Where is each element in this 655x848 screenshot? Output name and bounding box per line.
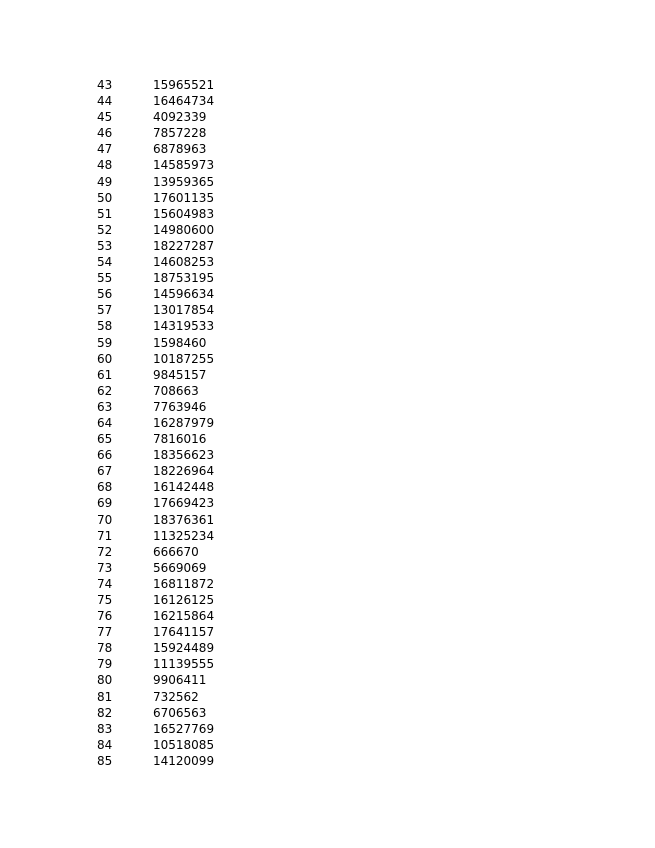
row-index-cell: 61 xyxy=(97,367,113,382)
row-index-cell: 70 xyxy=(97,512,113,527)
table-row xyxy=(97,656,233,672)
row-value-cell: 5669069 xyxy=(153,560,207,575)
table-row xyxy=(97,351,233,367)
row-index-cell: 84 xyxy=(97,737,113,752)
table-row xyxy=(97,286,233,302)
row-value-cell: 6706563 xyxy=(153,705,207,720)
table-row xyxy=(97,479,233,495)
row-value-cell: 9845157 xyxy=(153,367,207,382)
row-value-cell: 16215864 xyxy=(153,609,215,624)
row-index-cell: 45 xyxy=(97,110,113,125)
row-index-cell: 75 xyxy=(97,593,113,607)
row-value-cell: 18226964 xyxy=(153,464,215,479)
row-index-cell: 85 xyxy=(97,753,113,768)
table-row xyxy=(97,109,233,125)
row-value-cell: 11325234 xyxy=(153,528,215,543)
row-index-cell: 79 xyxy=(97,657,113,672)
row-index-cell: 81 xyxy=(97,689,113,704)
row-value-cell: 14980600 xyxy=(153,222,215,237)
row-value-cell: 666670 xyxy=(153,544,199,559)
table-row xyxy=(97,367,233,383)
table-body xyxy=(97,77,233,769)
row-index-cell: 67 xyxy=(97,464,113,479)
table-row xyxy=(97,254,233,270)
row-index-cell: 64 xyxy=(97,415,113,430)
row-index-cell: 49 xyxy=(97,174,113,189)
row-index-cell: 60 xyxy=(97,351,113,366)
row-index-cell: 53 xyxy=(97,238,113,253)
row-value-cell: 17669423 xyxy=(153,496,215,511)
row-index-cell: 69 xyxy=(97,496,113,511)
row-index-cell: 62 xyxy=(97,383,113,398)
table-row xyxy=(97,431,233,447)
row-value-cell: 18376361 xyxy=(153,512,215,527)
row-index-cell: 63 xyxy=(97,399,113,414)
table-row xyxy=(97,206,233,222)
table-row xyxy=(97,592,233,608)
row-index-cell: 52 xyxy=(97,222,113,237)
row-value-cell: 7763946 xyxy=(153,399,207,414)
row-value-cell: 16464734 xyxy=(153,94,215,109)
row-index-cell: 56 xyxy=(97,287,113,302)
row-value-cell: 17601135 xyxy=(153,190,215,205)
table-row xyxy=(97,125,233,141)
row-index-cell: 57 xyxy=(97,303,113,318)
row-value-cell: 4092339 xyxy=(153,110,207,125)
table-row xyxy=(97,447,233,463)
row-index-cell: 83 xyxy=(97,721,113,736)
row-index-cell: 80 xyxy=(97,673,113,688)
table-row xyxy=(97,335,233,351)
table-row xyxy=(97,238,233,254)
table-row xyxy=(97,721,233,737)
table-row xyxy=(97,302,233,318)
table-row xyxy=(97,318,233,334)
row-index-cell: 48 xyxy=(97,158,113,173)
row-value-cell: 6878963 xyxy=(153,142,207,157)
row-index-cell: 76 xyxy=(97,609,113,624)
table-row xyxy=(97,672,233,688)
row-value-cell: 15604983 xyxy=(153,206,215,221)
row-value-cell: 16142448 xyxy=(153,480,215,495)
row-index-cell: 51 xyxy=(97,206,113,221)
row-value-cell: 13017854 xyxy=(153,303,215,318)
table-row xyxy=(97,608,233,624)
table-row xyxy=(97,544,233,560)
row-index-cell: 44 xyxy=(97,94,113,109)
table-row xyxy=(97,495,233,511)
row-index-cell: 66 xyxy=(97,448,113,463)
row-value-cell: 17641157 xyxy=(153,625,215,640)
row-value-cell: 13959365 xyxy=(153,174,215,189)
row-index-cell: 54 xyxy=(97,255,113,270)
table-row xyxy=(97,190,233,206)
row-value-cell: 16811872 xyxy=(153,576,215,591)
row-index-cell: 73 xyxy=(97,560,113,575)
data-table xyxy=(97,77,233,769)
row-index-cell: 82 xyxy=(97,705,113,720)
row-value-cell: 10518085 xyxy=(153,737,215,752)
row-value-cell: 14596634 xyxy=(153,287,215,302)
row-index-cell: 46 xyxy=(97,126,113,141)
row-index-cell: 77 xyxy=(97,625,113,640)
table-row xyxy=(97,415,233,431)
row-value-cell: 7857228 xyxy=(153,126,207,141)
table-row xyxy=(97,640,233,656)
row-index-cell: 47 xyxy=(97,142,113,157)
table-row xyxy=(97,141,233,157)
row-value-cell: 18356623 xyxy=(153,448,215,463)
table-row xyxy=(97,512,233,528)
row-value-cell: 16287979 xyxy=(153,415,215,430)
table-row xyxy=(97,705,233,721)
table-row xyxy=(97,463,233,479)
table-row xyxy=(97,157,233,173)
row-value-cell: 15965521 xyxy=(153,78,215,92)
row-index-cell: 65 xyxy=(97,432,113,447)
row-value-cell: 14608253 xyxy=(153,255,215,270)
row-value-cell: 732562 xyxy=(153,689,199,704)
table-row xyxy=(97,737,233,753)
table-row xyxy=(97,753,233,769)
table-row xyxy=(97,222,233,238)
table-row xyxy=(97,689,233,705)
row-index-cell: 59 xyxy=(97,335,113,350)
table-row xyxy=(97,560,233,576)
row-value-cell: 16527769 xyxy=(153,721,215,736)
row-value-cell: 11139555 xyxy=(153,657,215,672)
row-value-cell: 1598460 xyxy=(153,335,207,350)
table-row xyxy=(97,399,233,415)
row-index-cell: 78 xyxy=(97,641,113,656)
row-index-cell: 74 xyxy=(97,576,113,591)
row-value-cell: 7816016 xyxy=(153,432,207,447)
row-value-cell: 708663 xyxy=(153,383,199,398)
table-row xyxy=(97,93,233,109)
row-index-cell: 71 xyxy=(97,528,113,543)
row-index-cell: 72 xyxy=(97,544,113,559)
row-index-cell: 43 xyxy=(97,78,113,92)
row-value-cell: 10187255 xyxy=(153,351,215,366)
row-index-cell: 58 xyxy=(97,319,113,334)
table-row xyxy=(97,383,233,399)
row-value-cell: 18753195 xyxy=(153,271,215,286)
row-index-cell: 50 xyxy=(97,190,113,205)
row-value-cell: 9906411 xyxy=(153,673,207,688)
row-value-cell: 15924489 xyxy=(153,641,215,656)
table-row xyxy=(97,77,233,93)
row-value-cell: 16126125 xyxy=(153,593,215,607)
row-index-cell: 55 xyxy=(97,271,113,286)
table-row xyxy=(97,624,233,640)
table-row xyxy=(97,576,233,592)
row-value-cell: 18227287 xyxy=(153,238,215,253)
row-value-cell: 14120099 xyxy=(153,753,215,768)
table-row xyxy=(97,528,233,544)
table-row xyxy=(97,270,233,286)
row-index-cell: 68 xyxy=(97,480,113,495)
row-value-cell: 14585973 xyxy=(153,158,215,173)
table-row xyxy=(97,174,233,190)
row-value-cell: 14319533 xyxy=(153,319,215,334)
